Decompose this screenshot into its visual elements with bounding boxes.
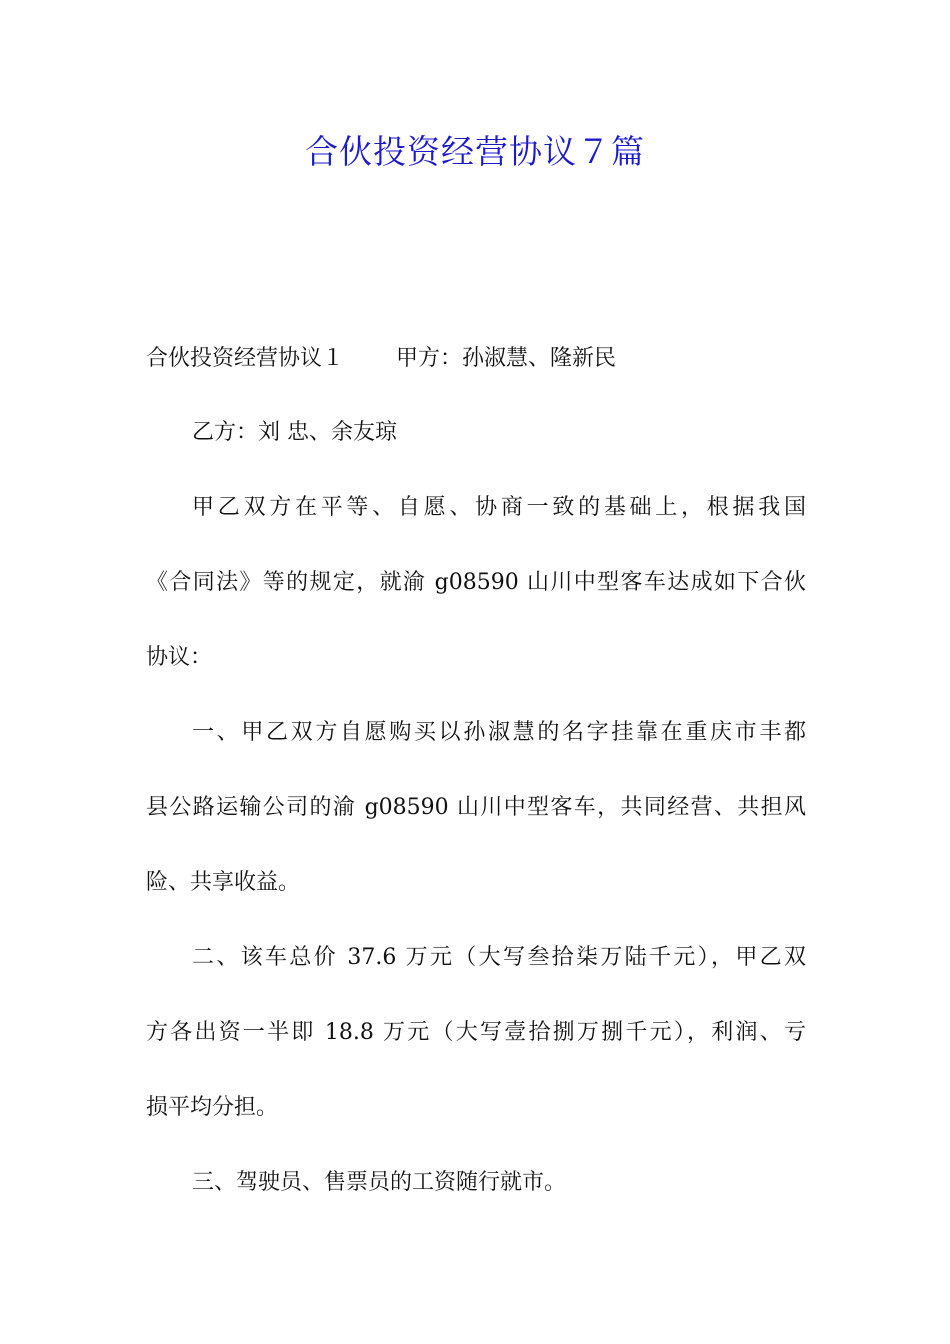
clause-1-line: 县公路运输公司的渝 g08590 山川中型客车，共同经营、共担风 — [146, 795, 806, 820]
paragraph-line: 甲乙双方在平等、自愿、协商一致的基础上，根据我国 — [192, 495, 806, 520]
party-a: 甲方：孙淑慧、隆新民 — [396, 346, 617, 371]
clause-3-line: 三、驾驶员、售票员的工资随行就市。 — [192, 1170, 567, 1195]
clause-2-line: 损平均分担。 — [146, 1095, 279, 1120]
paragraph-line: 协议： — [146, 645, 213, 670]
clause-2-line: 方各出资一半即 18.8 万元（大写壹拾捌万捌千元），利润、亏 — [146, 1020, 806, 1045]
party-b: 乙方：刘 忠、余友琼 — [192, 420, 397, 445]
heading-line — [146, 344, 806, 374]
document-title: 合伙投资经营协议７篇 — [305, 132, 645, 171]
agreement-number-label: 合伙投资经营协议１ — [146, 346, 345, 371]
clause-2-line: 二、该车总价 37.6 万元（大写叁拾柒万陆千元），甲乙双 — [192, 945, 806, 970]
paragraph-line: 《合同法》等的规定，就渝 g08590 山川中型客车达成如下合伙 — [146, 570, 806, 595]
clause-1-line: 一、甲乙双方自愿购买以孙淑慧的名字挂靠在重庆市丰都 — [192, 720, 806, 745]
clause-1-line: 险、共享收益。 — [146, 870, 301, 895]
